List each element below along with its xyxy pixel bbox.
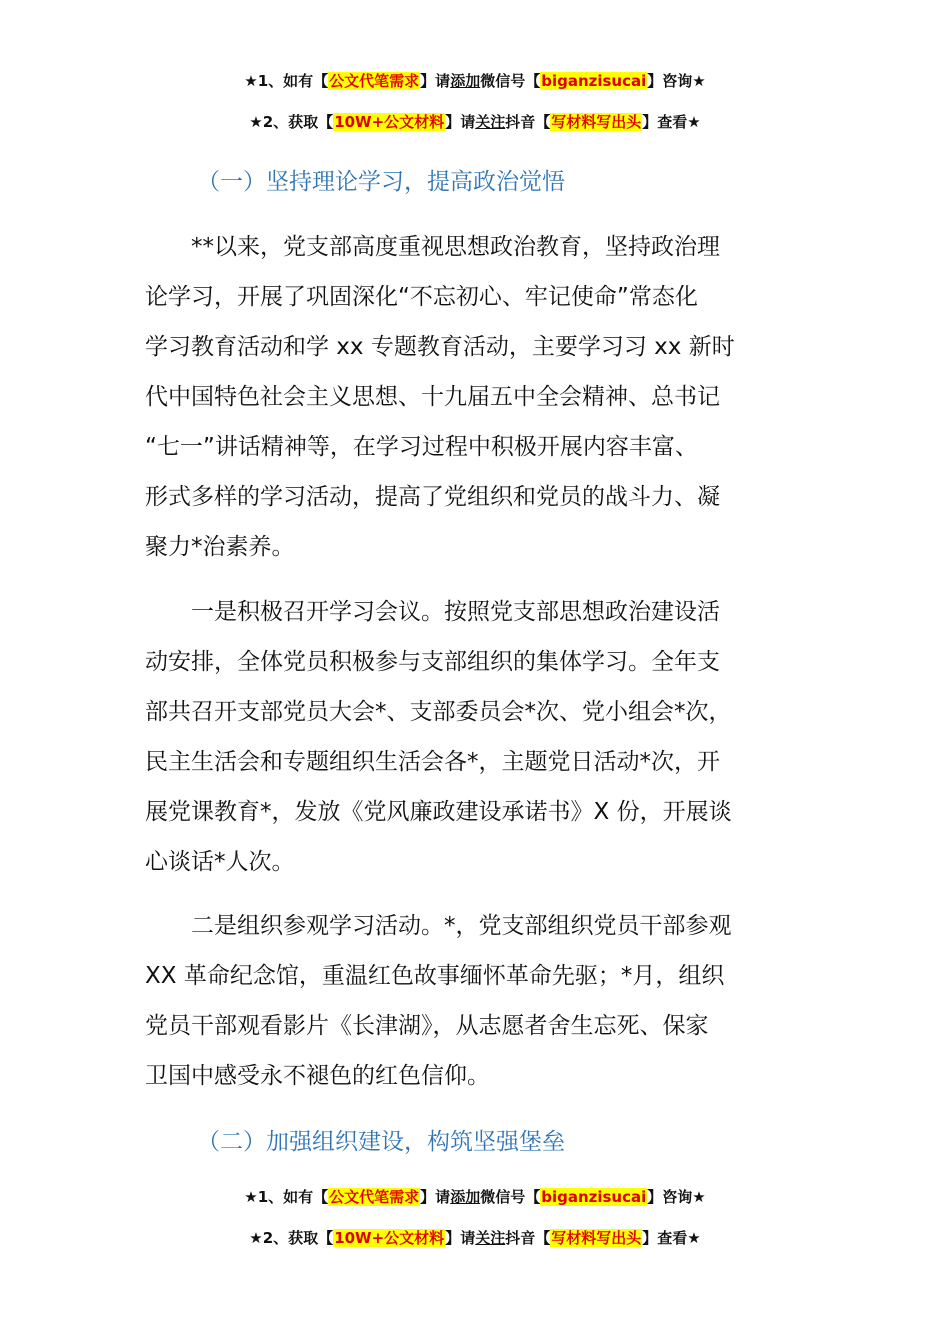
section-heading-1: （一）坚持理论学习，提高政治觉悟 — [197, 169, 565, 195]
paragraph-line: 一是积极召开学习会议。按照党支部思想政治建设活 — [191, 599, 720, 625]
paragraph-line: 党员干部观看影片《长津湖》，从志愿者舍生忘死、保家 — [145, 1013, 709, 1039]
paragraph-line: 学习教育活动和学 xx 专题教育活动，主要学习习 xx 新时 — [145, 334, 735, 360]
paragraph-line: **以来，党支部高度重视思想政治教育，坚持政治理 — [191, 234, 720, 260]
paragraph-line: 论学习，开展了巩固深化“不忘初心、牢记使命”常态化 — [145, 284, 698, 310]
highlight-douyin-account: 写材料写出头 — [551, 113, 642, 131]
paragraph-line: XX 革命纪念馆，重温红色故事缅怀革命先驱；*月，组织 — [145, 963, 725, 989]
highlight-wechat-id: biganzisucai — [541, 72, 647, 90]
highlight-materials: 10W+公文材料 — [334, 113, 445, 131]
highlight-materials: 10W+公文材料 — [334, 1229, 445, 1247]
highlight-service: 公文代笔需求 — [329, 1188, 420, 1206]
paragraph-line: 二是组织参观学习活动。*，党支部组织党员干部参观 — [191, 913, 732, 939]
promo-banner-line-1-bottom: ★1、如有【公文代笔需求】请添加微信号【biganzisucai】咨询★ — [244, 1188, 706, 1206]
paragraph-line: 聚力*治素养。 — [145, 534, 295, 560]
paragraph-1 — [145, 222, 825, 572]
paragraph-3 — [145, 901, 825, 1101]
section-heading-2: （二）加强组织建设，构筑坚强堡垒 — [197, 1129, 565, 1155]
highlight-wechat-id: biganzisucai — [541, 1188, 647, 1206]
promo-banner-line-2-top: ★2、获取【10W+公文材料】请关注抖音【写材料写出头】查看★ — [249, 113, 701, 131]
paragraph-line: 民主生活会和专题组织生活会各*，主题党日活动*次，开 — [145, 749, 720, 775]
paragraph-line: 部共召开支部党员大会*、支部委员会*次、党小组会*次， — [145, 699, 732, 725]
paragraph-line: 代中国特色社会主义思想、十九届五中全会精神、总书记 — [145, 384, 720, 410]
highlight-douyin-account: 写材料写出头 — [551, 1229, 642, 1247]
paragraph-line: 卫国中感受永不褪色的红色信仰。 — [145, 1063, 490, 1089]
paragraph-line: 心谈话*人次。 — [145, 849, 295, 875]
paragraph-2 — [145, 587, 825, 887]
promo-banner-line-1-top: ★1、如有【公文代笔需求】请添加微信号【biganzisucai】咨询★ — [244, 72, 706, 90]
highlight-service: 公文代笔需求 — [329, 72, 420, 90]
paragraph-line: 动安排，全体党员积极参与支部组织的集体学习。全年支 — [145, 649, 720, 675]
paragraph-line: 展党课教育*，发放《党风廉政建设承诺书》X 份，开展谈 — [145, 799, 732, 825]
paragraph-line: 形式多样的学习活动，提高了党组织和党员的战斗力、凝 — [145, 484, 720, 510]
promo-banner-line-2-bottom: ★2、获取【10W+公文材料】请关注抖音【写材料写出头】查看★ — [249, 1229, 701, 1247]
paragraph-line: “七一”讲话精神等，在学习过程中积极开展内容丰富、 — [145, 434, 698, 460]
